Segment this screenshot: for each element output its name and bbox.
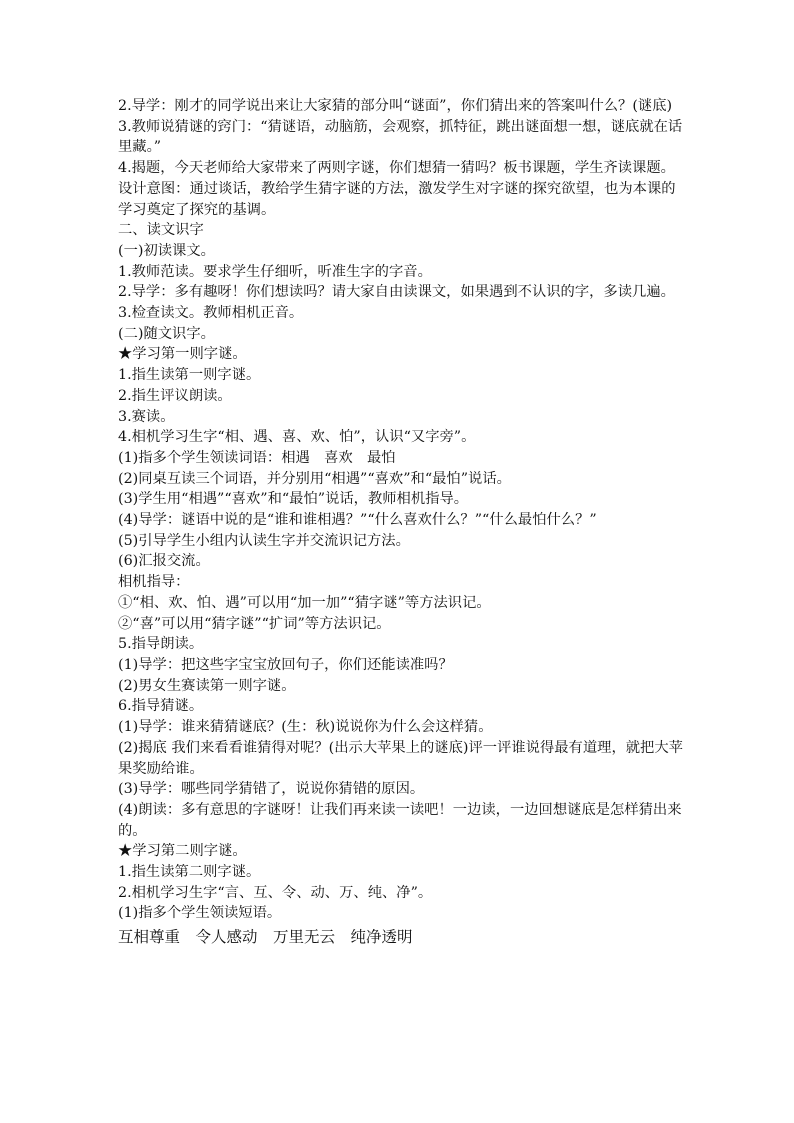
section-heading: 二、读文识字: [118, 222, 204, 239]
paragraph: 4.相机学习生字“相、遇、喜、欢、怕”，认识“又字旁”。: [118, 429, 476, 446]
paragraph: (3)导学：哪些同学猜错了，说说你猜错的原因。: [118, 781, 425, 798]
paragraph: 5.指导朗读。: [118, 636, 204, 653]
paragraph: (4)朗读：多有意思的字谜呀！让我们再来读一读吧！一边读，一边回想谜底是怎样猜出来的。: [118, 801, 682, 839]
paragraph: ②“喜”可以用“猜字谜”“扩词”等方法识记。: [118, 615, 391, 632]
paragraph: 1.教师范读。要求学生仔细听，听准生字的字音。: [118, 263, 432, 280]
paragraph: 3.检查读文。教师相机正音。: [118, 305, 304, 322]
paragraph: (4)导学：谜语中说的是“谁和谁相遇？”“什么喜欢什么？”“什么最怕什么？”: [118, 512, 597, 529]
paragraph: ①“相、欢、怕、遇”可以用“加一加”“猜字谜”等方法识记。: [118, 594, 491, 611]
paragraph: (2)揭底 我们来看看谁猜得对呢？(出示大苹果上的谜底)评一评谁说得最有道理，就把大苹果奖励给谁。: [118, 739, 683, 777]
paragraph: 4.揭题，今天老师给大家带来了两则字谜，你们想猜一猜吗？板书课题，学生齐读课题。: [118, 160, 675, 177]
paragraph: (5)引导学生小组内认读生字并交流识记方法。: [118, 532, 410, 549]
paragraph: (2)男女生赛读第一则字谜。: [118, 677, 296, 694]
paragraph: 设计意图：通过谈话，教给学生猜字谜的方法，激发学生对字谜的探究欲望，也为本课的学习奠定了探究的基调。: [118, 180, 676, 218]
paragraph: 2.导学：刚才的同学说出来让大家猜的部分叫“谜面”，你们猜出来的答案叫什么？(谜底): [118, 98, 673, 114]
document-body: [118, 96, 688, 948]
paragraph: (1)导学：谁来猜猜谜底？(生：秋)说说你为什么会这样猜。: [118, 719, 493, 736]
paragraph: 2.相机学习生字“言、互、令、动、万、纯、净”。: [118, 884, 433, 901]
paragraph: 1.指生读第二则字谜。: [118, 864, 261, 881]
paragraph: 1.指生读第一则字谜。: [118, 367, 261, 384]
paragraph: 2.导学：多有趣呀！你们想读吗？请大家自由读课文，如果遇到不认识的字，多读几遍。: [118, 284, 675, 301]
paragraph: ★学习第二则字谜。: [118, 843, 247, 860]
paragraph: 3.赛读。: [118, 408, 175, 425]
paragraph: (1)指多个学生领读短语。: [118, 905, 282, 922]
paragraph: ★学习第一则字谜。: [118, 346, 247, 363]
paragraph: 6.指导猜谜。: [118, 698, 204, 715]
paragraph: (1)导学：把这些字宝宝放回句子，你们还能读准吗？: [118, 656, 453, 673]
paragraph: (6)汇报交流。: [118, 553, 210, 570]
paragraph: (2)同桌互读三个词语，并分别用“相遇”“喜欢”和“最怕”说话。: [118, 470, 511, 487]
paragraph: 3.教师说猜谜的窍门：“猜谜语，动脑筋，会观察，抓特征，跳出谜面想一想，谜底就在话里藏。”: [118, 118, 683, 156]
paragraph: (3)学生用“相遇”“喜欢”和“最怕”说话，教师相机指导。: [118, 491, 469, 508]
phrase-list: 互相尊重 令人感动 万里无云 纯净透明: [118, 928, 413, 947]
paragraph: 2.指生评议朗读。: [118, 387, 232, 404]
paragraph: (二)随文识字。: [118, 325, 215, 342]
paragraph: 相机指导：: [118, 574, 190, 591]
paragraph: (一)初读课文。: [118, 242, 215, 259]
paragraph: (1)指多个学生领读词语：相遇 喜欢 最怕: [118, 449, 396, 466]
